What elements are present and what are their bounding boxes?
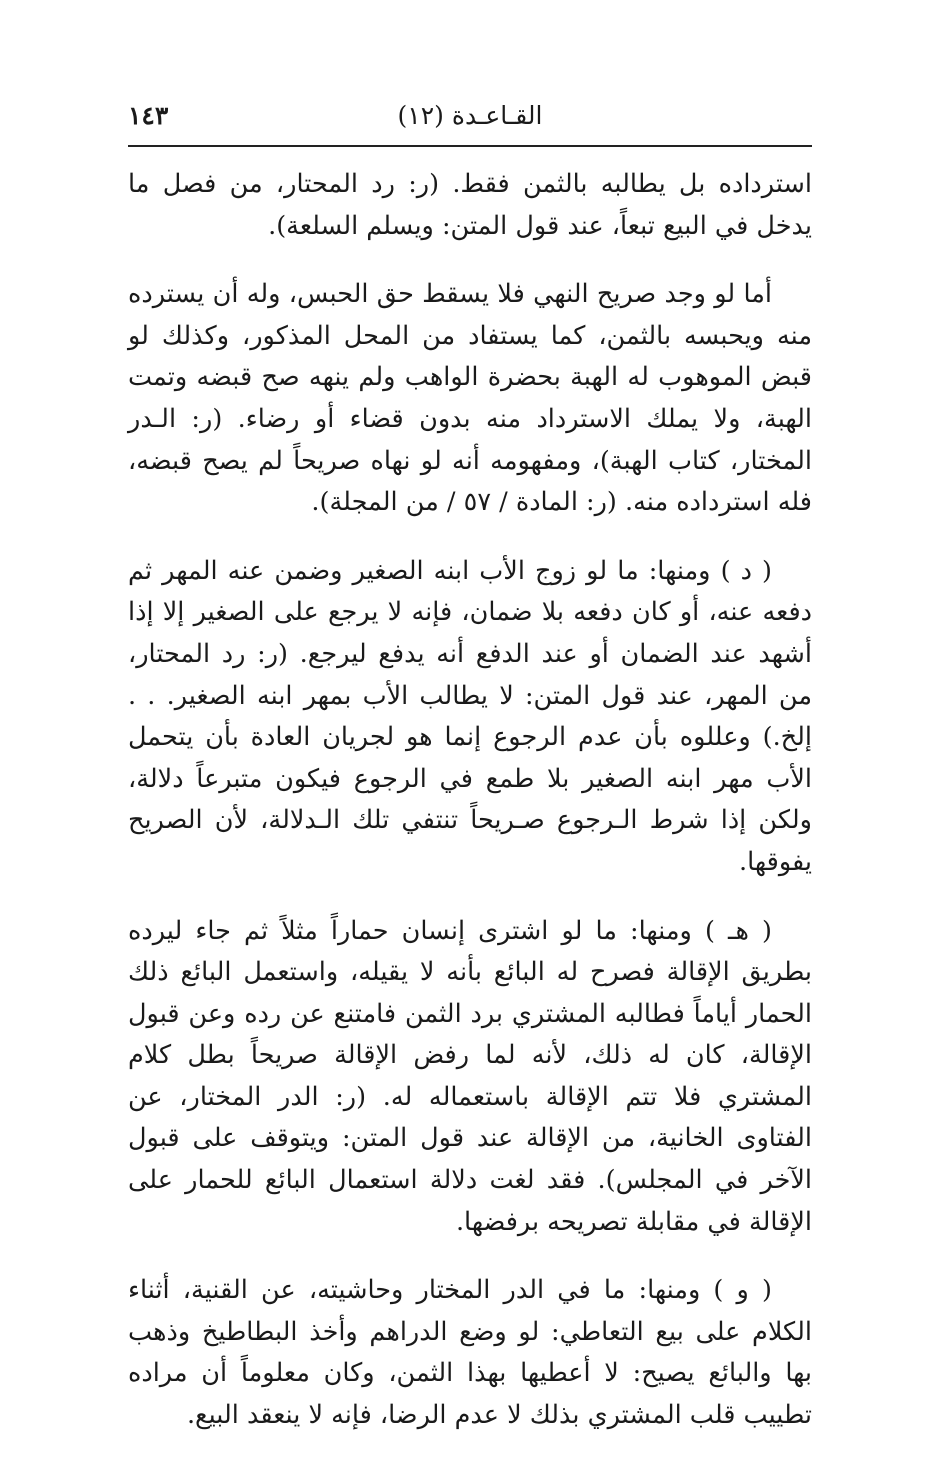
- header-rule: [128, 145, 812, 147]
- page-number: ١٤٣: [128, 101, 169, 130]
- paragraph: استرداده بل يطالبه بالثمن فقط. (ر: رد المحتار، من فصل ما يدخل في البيع تبعاً، عند قول المتن: ويسلم السلعة).: [128, 169, 812, 241]
- paragraph: ( هـ ) ومنها: ما لو اشترى إنسان حماراً مثلاً ثم جاء ليرده بطريق الإقالة فصرح له البائع بأنه لا يقيله، واستعمل البائع ذلك الحمار أياماً فطالبه المشتري برد الثمن فامتنع عن رده وعن قبول الإقالة، كان له ذلك، لأنه لما رفض الإقالة صريحاً بطل كلام المشتري فلا تتم الإقالة باستعماله له. (ر: الدر المختار، عن الفتاوى الخانية، من الإقالة عند قول المتن: ويتوقف على قبول الآخر في المجلس). فقد لغت دلالة استعمال البائع للحمار على الإقالة في مقابلة تصريحه برفضها.: [128, 915, 812, 1237]
- running-head-title: القـاعـدة (١٢): [397, 101, 543, 130]
- paragraph: ( د ) ومنها: ما لو زوج الأب ابنه الصغير وضمن عنه المهر ثم دفعه عنه، أو كان دفعه بلا ضمان، فإنه لا يرجع على الصغير إلا إذا أشهد عند الضمان أو عند الدفع أنه يدفع ليرجع. (ر: رد المحتار، من المهر، عند قول المتن: لا يطالب الأب بمهر ابنه الصغير. . . إلخ.) وعللوه بأن عدم الرجوع إنما هو لجريان العادة بأن يتحمل الأب مهر ابنه الصغير بلا طمع في الرجوع فيكون متبرعاً دلالة، ولكن إذا شرط الـرجوع صـريحاً تنتفي تلك الـدلالة، لأن الصريح يفوقها.: [128, 555, 812, 877]
- running-head: [128, 96, 812, 142]
- paragraph: أما لو وجد صريح النهي فلا يسقط حق الحبس، وله أن يسترده منه ويحبسه بالثمن، كما يستفاد من المحل المذكور، وكذلك لو قبض الموهوب له الهبة بحضرة الواهب ولم ينهه صح قبضه وتمت الهبة، ولا يملك الاسترداد منه بدون قضاء أو رضاء. (ر: الـدر المختار، كتاب الهبة)، ومفهومه أنه لو نهاه صريحاً لم يصح قبضه، فله استرداده منه. (ر: المادة / ٥٧ / من المجلة).: [128, 279, 812, 518]
- body-text: [128, 164, 812, 1464]
- paragraph: ( و ) ومنها: ما في الدر المختار وحاشيته، عن القنية، أثناء الكلام على بيع التعاطي: لو وضع الدراهم وأخذ البطاطيخ وذهب بها والبائع يصيح: لا أعطيها بهذا الثمن، وكان معلوماً أن مراده تطييب قلب المشتري بذلك لا عدم الرضا، فإنه لا ينعقد البيع.: [128, 1275, 812, 1431]
